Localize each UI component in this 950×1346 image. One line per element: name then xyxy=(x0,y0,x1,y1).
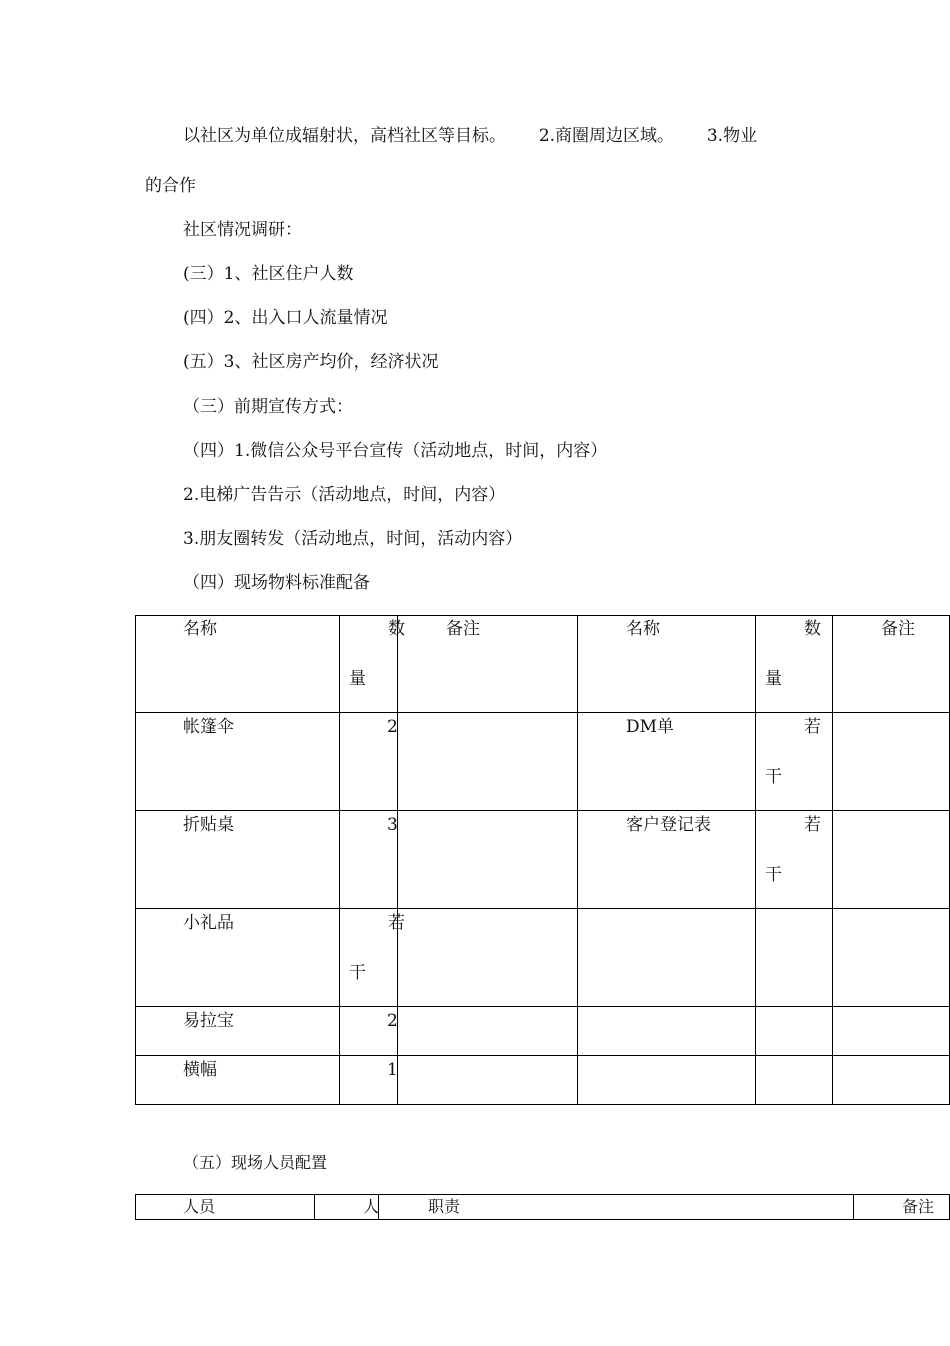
header-qty-left-2: 量 xyxy=(349,669,366,689)
property-text: 3.物业 xyxy=(706,126,758,146)
cell-item-name: 小礼品 xyxy=(183,913,234,933)
header-qty-right-2: 量 xyxy=(765,669,782,689)
list-item-elevator-ads: 2.电梯广告告示（活动地点，时间，内容） xyxy=(183,485,506,505)
header-headcount: 人 xyxy=(363,1197,380,1216)
cell-item-qty: 1 xyxy=(387,1060,398,1080)
header-notes-left: 备注 xyxy=(446,619,480,639)
table-border xyxy=(339,615,340,1105)
target-communities-text: 以社区为单位成辐射状，高档社区等目标。 xyxy=(183,126,506,146)
cell-item-name: 折贴桌 xyxy=(183,815,234,835)
table-border xyxy=(397,615,398,1105)
table-border xyxy=(853,1194,854,1220)
cell-item-qty: 2 xyxy=(387,717,398,737)
business-district-text: 2.商圈周边区域。 xyxy=(538,126,675,146)
cell-item-name: 易拉宝 xyxy=(183,1011,234,1031)
header-staff: 人员 xyxy=(183,1197,216,1216)
cell-item-qty-cont: 干 xyxy=(349,963,366,983)
list-item-housing-price: (五）3、社区房产均价，经济状况 xyxy=(183,352,439,372)
table-border xyxy=(314,1194,315,1220)
cell-item-name: 横幅 xyxy=(183,1060,217,1080)
heading-materials: （四）现场物料标准配备 xyxy=(183,573,370,593)
heading-staff: （五）现场人员配置 xyxy=(183,1153,328,1172)
header-duties: 职责 xyxy=(428,1197,461,1216)
cell-item-name: 客户登记表 xyxy=(626,815,711,835)
header-name-left: 名称 xyxy=(183,619,217,639)
heading-community-research: 社区情况调研： xyxy=(183,220,302,240)
table-border xyxy=(135,1055,950,1056)
table-border xyxy=(135,1219,950,1220)
header-name-right: 名称 xyxy=(626,619,660,639)
cell-item-name: DM单 xyxy=(626,717,675,737)
table-border xyxy=(832,615,833,1105)
cell-item-qty-cont: 干 xyxy=(765,865,782,885)
paragraph-cooperation: 的合作 xyxy=(145,176,196,196)
cell-item-qty: 3 xyxy=(387,815,398,835)
header-notes: 备注 xyxy=(902,1197,935,1216)
table-border xyxy=(755,615,756,1105)
table-border xyxy=(577,615,578,1105)
table-border xyxy=(135,1104,950,1105)
table-border xyxy=(135,1194,950,1195)
table-border xyxy=(135,908,950,909)
cell-item-qty: 若 xyxy=(804,815,821,835)
list-item-traffic: (四）2、出入口人流量情况 xyxy=(183,308,388,328)
table-border xyxy=(135,712,950,713)
cell-item-qty: 若 xyxy=(388,913,405,933)
header-notes-right: 备注 xyxy=(881,619,915,639)
cell-item-qty-cont: 干 xyxy=(765,767,782,787)
list-item-moments: 3.朋友圈转发（活动地点，时间，活动内容） xyxy=(183,529,523,549)
cell-item-qty: 2 xyxy=(387,1011,398,1031)
list-item-residents: (三）1、社区住户人数 xyxy=(183,264,354,284)
cell-item-name: 帐篷伞 xyxy=(183,717,234,737)
table-border xyxy=(135,810,950,811)
cell-item-qty: 若 xyxy=(804,717,821,737)
heading-promotion: （三）前期宣传方式： xyxy=(183,397,353,417)
table-border xyxy=(135,615,136,1105)
paragraph-target-areas xyxy=(183,126,757,146)
table-border xyxy=(135,1006,950,1007)
table-border xyxy=(135,615,950,616)
header-qty-left-1: 数 xyxy=(388,619,405,639)
list-item-wechat: （四）1.微信公众号平台宣传（活动地点，时间，内容） xyxy=(183,441,608,461)
header-qty-right-1: 数 xyxy=(804,619,821,639)
table-border xyxy=(135,1194,136,1220)
